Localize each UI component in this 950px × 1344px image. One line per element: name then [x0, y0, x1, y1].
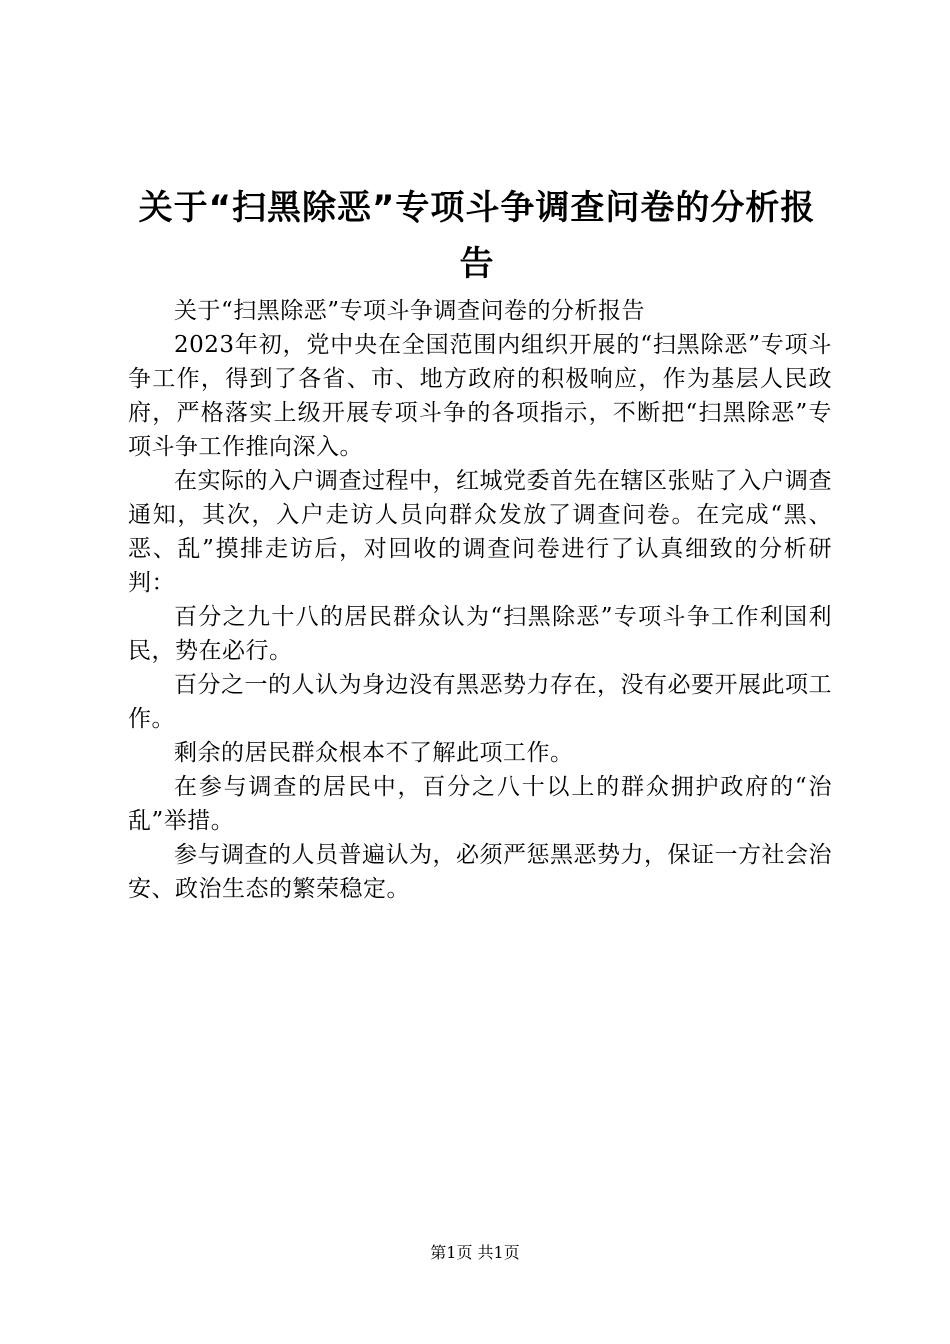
document-title: 关于“扫黑除恶”专项斗争调查问卷的分析报告: [138, 188, 816, 284]
paragraph-survey-process: 在实际的入户调查过程中，红城党委首先在辖区张贴了入户调查通知，其次，入户走访人员向群众发放了调查问卷。在完成“黑、恶、乱”摸排走访后，对回收的调查问卷进行了认真细致的分析研判：: [128, 468, 832, 596]
paragraph-intro: 2023年初，党中央在全国范围内组织开展的“扫黑除恶”专项斗争工作，得到了各省、市、地方政府的积极响应，作为基层人民政府，严格落实上级开展专项斗争的各项指示，不断把“扫黑除恶”专项斗争工作推向深入。: [128, 332, 832, 460]
document-body: [128, 294, 832, 906]
paragraph-conclusion: 参与调查的人员普遍认为，必须严惩黑恶势力，保证一方社会治安、政治生态的繁荣稳定。: [128, 842, 832, 902]
paragraph-subtitle: 关于“扫黑除恶”专项斗争调查问卷的分析报告: [174, 298, 646, 324]
paragraph-finding-80: 在参与调查的居民中，百分之八十以上的群众拥护政府的“治乱”举措。: [128, 774, 832, 834]
paragraph-finding-rest: 剩余的居民群众根本不了解此项工作。: [174, 740, 574, 766]
page-footer: 第1页 共1页: [430, 1243, 520, 1262]
paragraph-finding-1: 百分之一的人认为身边没有黑恶势力存在，没有必要开展此项工作。: [128, 672, 832, 732]
paragraph-finding-98: 百分之九十八的居民群众认为“扫黑除恶”专项斗争工作利国利民，势在必行。: [128, 604, 832, 664]
